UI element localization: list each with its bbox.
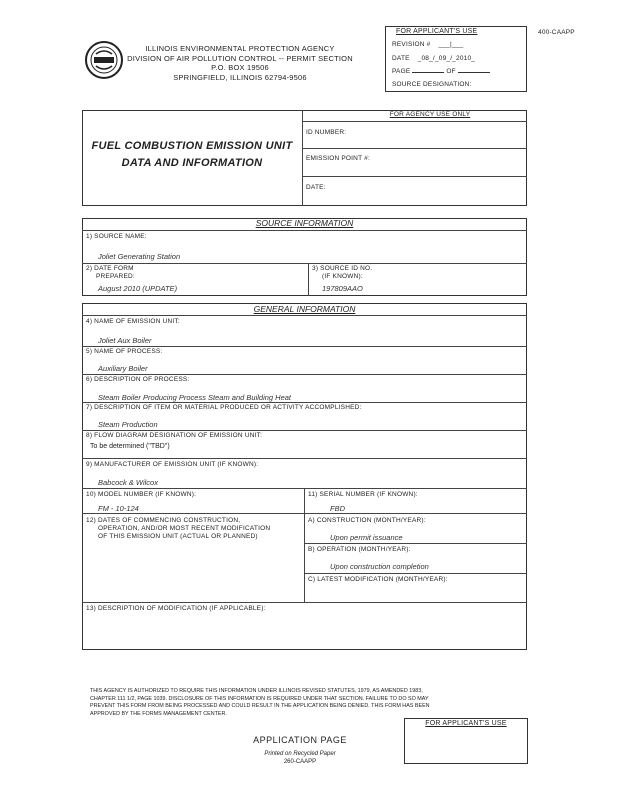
notice-line2: CHAPTER 111 1/2, PAGE 1039. DISCLOSURE OF THIS INFORMATION IS REQUIRED UNDER THAT SECTION. FAILURE TO DO SO MAY bbox=[90, 695, 429, 702]
q12b-label: B) OPERATION (MONTH/YEAR): bbox=[308, 546, 411, 553]
q12a-value: Upon permit issuance bbox=[330, 533, 403, 542]
source-name-value: Joliet Generating Station bbox=[98, 252, 181, 261]
q12-label-line2: OPERATION, AND/OR MOST RECENT MODIFICATION bbox=[98, 525, 271, 532]
revision-label: REVISION # bbox=[392, 41, 431, 48]
agency-line3: P.O. BOX 19506 bbox=[211, 63, 269, 72]
q4-label: 4) NAME OF EMISSION UNIT: bbox=[86, 318, 180, 325]
page-label: PAGE bbox=[392, 68, 411, 75]
applicant-date-value: _08_/_09_/_2010_ bbox=[417, 55, 476, 62]
form-title-line1: FUEL COMBUSTION EMISSION UNIT bbox=[91, 140, 293, 152]
q10-value: FM - 10-124 bbox=[98, 504, 139, 513]
page-of-label: OF bbox=[446, 68, 456, 75]
agency-line1: ILLINOIS ENVIRONMENTAL PROTECTION AGENCY bbox=[145, 44, 335, 53]
q8-value: To be determined ("TBD") bbox=[90, 443, 170, 450]
q4-value: Joliet Aux Boiler bbox=[98, 336, 152, 345]
q12-label-line3: OF THIS EMISSION UNIT (ACTUAL OR PLANNED) bbox=[98, 533, 258, 540]
agency-line4: SPRINGFIELD, ILLINOIS 62794-9506 bbox=[173, 72, 307, 82]
agency-date-label: DATE: bbox=[306, 184, 326, 191]
agency-line2: DIVISION OF AIR POLLUTION CONTROL -- PERMIT SECTION bbox=[127, 53, 353, 63]
notice-line4: APPROVED BY THE FORMS MANAGEMENT CENTER. bbox=[90, 710, 227, 717]
applicant-date-label: DATE bbox=[392, 55, 410, 62]
printed-on-recycled: Printed on Recycled Paper bbox=[264, 751, 336, 757]
q6-label: 6) DESCRIPTION OF PROCESS: bbox=[86, 376, 190, 383]
date-form-label: 2) DATE FORM bbox=[86, 265, 134, 272]
q12a-label: A) CONSTRUCTION (MONTH/YEAR): bbox=[308, 517, 426, 524]
q7-value: Steam Production bbox=[98, 420, 158, 429]
q12-label-line1: 12) DATES OF COMMENCING CONSTRUCTION, bbox=[86, 517, 241, 524]
agency-use-header: FOR AGENCY USE ONLY bbox=[389, 111, 471, 118]
q12-label bbox=[86, 517, 270, 541]
q12c-label: C) LATEST MODIFICATION (MONTH/YEAR): bbox=[308, 576, 448, 583]
q11-label: 11) SERIAL NUMBER (IF KNOWN): bbox=[308, 491, 418, 498]
form-title-line2: DATA AND INFORMATION bbox=[121, 157, 263, 169]
source-id-label: 3) SOURCE ID NO. bbox=[312, 265, 373, 272]
notice-line3: PREVENT THIS FORM FROM BEING PROCESSED AND COULD RESULT IN THE APPLICATION BEING DENIED. THIS FORM HAS BEEN bbox=[90, 703, 430, 709]
source-name-label: 1) SOURCE NAME: bbox=[86, 233, 147, 240]
q6-value: Steam Boiler Producing Process Steam and Building Heat bbox=[98, 393, 292, 402]
source-id-sub: (IF KNOWN): bbox=[322, 273, 363, 280]
notice-line1: THIS AGENCY IS AUTHORIZED TO REQUIRE THIS INFORMATION UNDER ILLINOIS REVISED STATUTES, 1979, AS AMENDED 1983, bbox=[90, 688, 423, 694]
revision-value: ___|___ bbox=[438, 41, 464, 48]
q5-label: 5) NAME OF PROCESS: bbox=[86, 348, 163, 355]
source-id-value: 197809AAO bbox=[322, 284, 363, 293]
form-code: 400-CAAPP bbox=[538, 29, 575, 36]
q5-value: Auxiliary Boiler bbox=[98, 364, 148, 373]
date-form-sub: PREPARED: bbox=[96, 273, 135, 280]
revision-row bbox=[392, 41, 463, 49]
applicant-use-box bbox=[385, 26, 527, 92]
agency-emission-point-label: EMISSION POINT #: bbox=[306, 155, 370, 162]
q12b-value: Upon construction completion bbox=[330, 562, 429, 571]
source-info-header: SOURCE INFORMATION bbox=[255, 218, 354, 228]
q7-label: 7) DESCRIPTION OF ITEM OR MATERIAL PRODUCED OR ACTIVITY ACCOMPLISHED: bbox=[86, 404, 362, 411]
general-info-header: GENERAL INFORMATION bbox=[253, 304, 356, 314]
q11-value: FBD bbox=[330, 504, 345, 513]
q9-value: Babcock & Wilcox bbox=[98, 478, 158, 487]
q10-label: 10) MODEL NUMBER (IF KNOWN): bbox=[86, 491, 197, 498]
q13-label: 13) DESCRIPTION OF MODIFICATION (IF APPLICABLE): bbox=[86, 605, 266, 612]
source-designation-label: SOURCE DESIGNATION: bbox=[392, 81, 472, 88]
form-title bbox=[84, 138, 300, 172]
agency-address bbox=[120, 44, 360, 82]
source-id-label-block bbox=[312, 265, 372, 281]
footer-applicant-use-label: FOR APPLICANT'S USE bbox=[425, 720, 507, 727]
q9-label: 9) MANUFACTURER OF EMISSION UNIT (IF KNOWN): bbox=[86, 461, 259, 468]
footer-form-number: 260-CAAPP bbox=[283, 759, 317, 765]
date-row bbox=[392, 55, 475, 63]
date-form-label-block bbox=[86, 265, 135, 281]
agency-seal-logo bbox=[84, 40, 124, 80]
q8-label: 8) FLOW DIAGRAM DESIGNATION OF EMISSION UNIT: bbox=[86, 432, 263, 439]
application-page-label: APPLICATION PAGE bbox=[253, 735, 347, 745]
legal-notice bbox=[90, 688, 510, 718]
page-row bbox=[392, 68, 490, 76]
footer-applicant-use-box bbox=[404, 718, 528, 764]
agency-id-number-label: ID NUMBER: bbox=[306, 129, 347, 136]
date-form-value: August 2010 (UPDATE) bbox=[98, 284, 178, 293]
applicant-use-header: FOR APPLICANT'S USE bbox=[396, 28, 478, 35]
